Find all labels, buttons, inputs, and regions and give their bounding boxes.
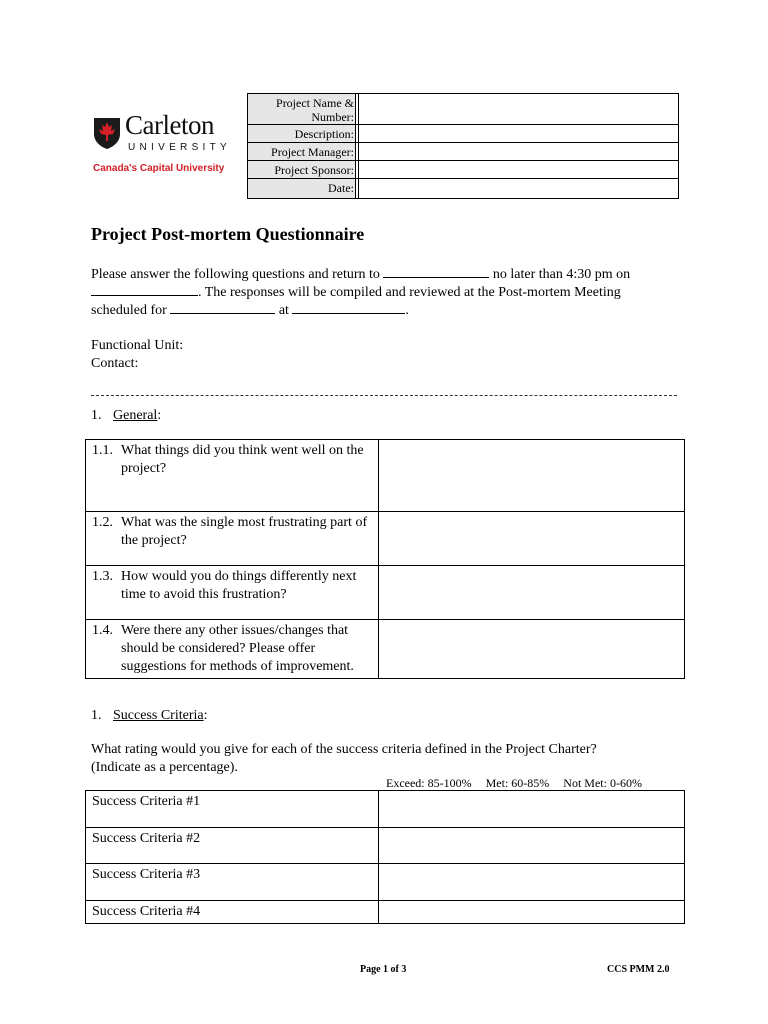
table-row — [86, 440, 685, 512]
section-general-heading: 1. General: — [91, 408, 162, 423]
section-divider — [91, 395, 677, 396]
page-title: Project Post-mortem Questionnaire — [91, 224, 365, 244]
legend-met: Met: 60-85% — [485, 776, 550, 790]
info-value-field[interactable] — [360, 94, 678, 124]
project-info-table — [247, 93, 679, 199]
info-value-field[interactable] — [360, 143, 678, 160]
table-row — [86, 620, 685, 679]
carleton-logo — [92, 110, 242, 178]
question-cell: 1.4. Were there any other issues/changes that should be considered? Please offer suggestions for methods of improvement. — [86, 620, 379, 679]
criteria-rating-field[interactable] — [379, 901, 685, 924]
criteria-rating-field[interactable] — [379, 791, 685, 828]
criteria-label: Success Criteria #1 — [86, 791, 379, 828]
deadline-date-blank[interactable] — [91, 283, 198, 296]
document-code: CCS PMM 2.0 — [607, 964, 670, 975]
logo-university: UNIVERSITY — [128, 142, 232, 153]
criteria-label: Success Criteria #2 — [86, 828, 379, 864]
table-row — [86, 901, 685, 924]
table-row — [86, 791, 685, 828]
general-questions-table — [85, 439, 685, 679]
return-to-blank[interactable] — [383, 265, 489, 278]
section-success-criteria-heading: 1. Success Criteria: — [91, 708, 208, 723]
success-criteria-table — [85, 790, 685, 924]
info-row-project-name — [248, 94, 678, 125]
question-cell: 1.3. How would you do things differently next time to avoid this frustration? — [86, 566, 379, 620]
info-label: Date: — [328, 181, 354, 195]
info-row-project-manager — [248, 143, 678, 161]
info-row-project-sponsor — [248, 161, 678, 179]
rating-legend — [386, 776, 642, 791]
logo-wordmark: Carleton — [125, 110, 214, 140]
legend-not-met: Not Met: 0-60% — [563, 776, 642, 790]
answer-field[interactable] — [379, 440, 685, 512]
functional-unit-label: Functional Unit: — [91, 338, 184, 353]
logo-tagline: Canada's Capital University — [93, 163, 225, 174]
info-value-field[interactable] — [360, 179, 678, 197]
criteria-label: Success Criteria #4 — [86, 901, 379, 924]
info-label: Description: — [294, 127, 354, 141]
contact-label: Contact: — [91, 356, 139, 371]
meeting-date-blank[interactable] — [170, 301, 275, 314]
info-value-field[interactable] — [360, 125, 678, 142]
intro-line-3: scheduled for at . — [91, 303, 409, 318]
table-row — [86, 512, 685, 566]
legend-exceed: Exceed: 85-100% — [386, 776, 472, 790]
table-row — [86, 864, 685, 901]
info-row-description — [248, 125, 678, 143]
criteria-rating-field[interactable] — [379, 828, 685, 864]
success-prompt-line-2: (Indicate as a percentage). — [91, 760, 238, 775]
info-value-field[interactable] — [360, 161, 678, 178]
intro-line-1: Please answer the following questions and return to no later than 4:30 pm on — [91, 267, 631, 282]
page-number: Page 1 of 3 — [360, 964, 407, 975]
table-row — [86, 828, 685, 864]
info-row-date — [248, 179, 678, 197]
answer-field[interactable] — [379, 512, 685, 566]
info-label: Project Name & Number: — [276, 96, 354, 124]
info-label: Project Manager: — [271, 145, 354, 159]
criteria-label: Success Criteria #3 — [86, 864, 379, 901]
info-label: Project Sponsor: — [274, 163, 354, 177]
question-cell: 1.2. What was the single most frustrating part of the project? — [86, 512, 379, 566]
success-prompt-line-1: What rating would you give for each of the success criteria defined in the Project Charter? — [91, 742, 597, 757]
intro-line-2: . The responses will be compiled and reviewed at the Post-mortem Meeting — [91, 283, 621, 302]
criteria-rating-field[interactable] — [379, 864, 685, 901]
question-cell: 1.1. What things did you think went well on the project? — [86, 440, 379, 512]
answer-field[interactable] — [379, 566, 685, 620]
answer-field[interactable] — [379, 620, 685, 679]
maple-leaf-shield-icon — [92, 116, 122, 150]
table-row — [86, 566, 685, 620]
meeting-time-blank[interactable] — [292, 301, 405, 314]
